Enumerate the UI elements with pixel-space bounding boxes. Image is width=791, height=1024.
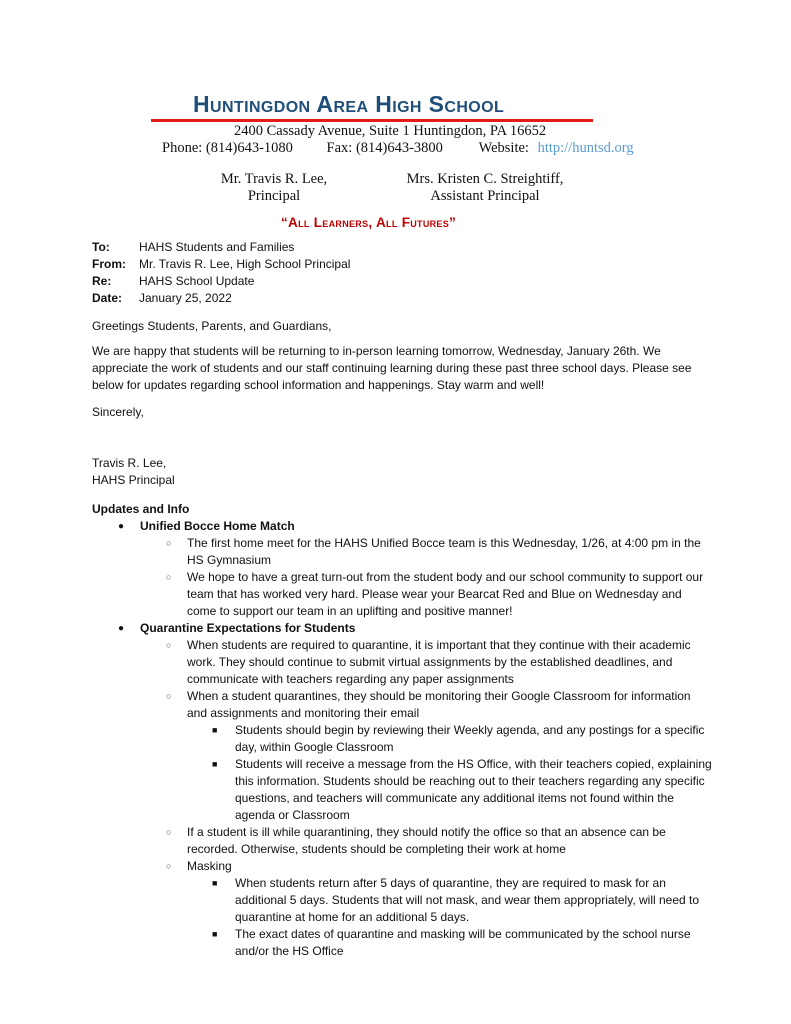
memo-re-label: Re:: [92, 274, 112, 288]
memo-date-value: January 25, 2022: [139, 291, 232, 305]
closing: Sincerely,: [92, 405, 144, 419]
greeting: Greetings Students, Parents, and Guardians,: [92, 319, 332, 333]
bullet-disc-icon: ●: [118, 521, 125, 532]
fax-label: Fax:: [326, 140, 353, 156]
list-item-text: When a student quarantines, they should be monitoring their Google Classroom for information and assignments and monitoring their email: [187, 689, 691, 720]
list-item: [92, 824, 712, 858]
memo-date-label: Date:: [92, 291, 123, 305]
bullet-circle-icon: ○: [166, 861, 172, 871]
school-motto: “All Learners, All Futures”: [281, 215, 457, 230]
memo-date-row: [92, 290, 350, 307]
school-address: 2400 Cassady Avenue, Suite 1 Huntingdon, PA 16652: [234, 123, 547, 139]
list-subitem: [92, 756, 712, 824]
bullet-circle-icon: ○: [166, 538, 172, 548]
principal-block: [218, 171, 330, 205]
list-item: [92, 637, 712, 688]
letterhead-rule: [151, 119, 593, 122]
memo-from-row: [92, 256, 350, 273]
list-subitem-text: Students should begin by reviewing their Weekly agenda, and any postings for a specific day, within Google Classroom: [235, 723, 705, 754]
principal-name: Mr. Travis R. Lee,: [220, 171, 328, 187]
list-subitem-text: When students return after 5 days of quarantine, they are required to mask for an additional 5 days. Students that will not mask, and wear them appropriately, will need to quarantine at home for an additional 5 days.: [235, 876, 700, 924]
assistant-principal-name: Mrs. Kristen C. Streightiff,: [406, 171, 564, 187]
list-subitem-text: Students will receive a message from the HS Office, with their teachers copied, explaining this information. Students should be reaching out to their teachers regarding any specific questions, and teachers will communicate any additional items not found within the agenda or Classroom: [235, 757, 712, 822]
bullet-circle-icon: ○: [166, 827, 172, 837]
bullet-circle-icon: ○: [166, 572, 172, 582]
principal-title: Principal: [247, 188, 301, 204]
memo-from-label: From:: [92, 257, 126, 271]
website-link[interactable]: http://huntsd.org: [537, 140, 634, 156]
updates-list: [92, 518, 712, 960]
list-item: [92, 858, 712, 875]
signature-name: Travis R. Lee,: [92, 456, 167, 470]
phone-label: Phone:: [162, 140, 203, 156]
memo-header: [92, 239, 350, 307]
memo-to-value: HAHS Students and Families: [139, 240, 295, 254]
list-item-text: We hope to have a great turn-out from the student body and our school community to support our team that has worked very hard. Please wear your Bearcat Red and Blue on Wednesday and come to support our team in an uplifting and positive manner!: [187, 570, 704, 618]
school-name: Huntingdon Area High School: [193, 91, 505, 117]
list-item: [92, 569, 712, 620]
memo-to-row: [92, 239, 350, 256]
list-subitem-text: The exact dates of quarantine and masking will be communicated by the school nurse and/or the HS Office: [235, 927, 691, 958]
memo-re-value: HAHS School Update: [139, 274, 255, 288]
list-item-text: When students are required to quarantine, it is important that they continue with their academic work. They should continue to submit virtual assignments by the established deadlines, and communicate with teachers regarding any paper assignments: [187, 638, 691, 686]
fax-number: (814)643-3800: [355, 140, 443, 156]
list-subitem: [92, 926, 712, 960]
contact-line: [162, 140, 634, 157]
bullet-disc-icon: ●: [118, 623, 125, 634]
section-quarantine: [92, 620, 712, 637]
bullet-square-icon: ■: [212, 929, 218, 939]
bullet-square-icon: ■: [212, 878, 218, 888]
bullet-square-icon: ■: [212, 725, 218, 735]
list-item-text: If a student is ill while quarantining, they should notify the office so that an absence can be recorded. Otherwise, students should be completing their work at home: [187, 825, 666, 856]
bullet-circle-icon: ○: [166, 640, 172, 650]
section-bocce: [92, 518, 712, 535]
memo-re-row: [92, 273, 350, 290]
memo-from-value: Mr. Travis R. Lee, High School Principal: [139, 257, 351, 271]
bullet-circle-icon: ○: [166, 691, 172, 701]
intro-paragraph: We are happy that students will be returning to in-person learning tomorrow, Wednesday, January 26th. We appreciate the work of students and our staff continuing learning during these past three school days. Please see below for updates regarding school information and happenings. Stay warm and well!: [92, 344, 692, 392]
list-item: [92, 535, 712, 569]
phone-number: (814)643-1080: [205, 140, 293, 156]
assistant-principal-title: Assistant Principal: [430, 188, 540, 204]
assistant-principal-block: [405, 171, 565, 205]
list-item-text: Masking: [187, 859, 232, 873]
list-subitem: [92, 722, 712, 756]
memo-to-label: To:: [92, 240, 110, 254]
section-heading: Unified Bocce Home Match: [140, 519, 295, 533]
list-item: [92, 688, 712, 722]
section-heading: Quarantine Expectations for Students: [140, 621, 356, 635]
bullet-square-icon: ■: [212, 759, 218, 769]
list-item-text: The first home meet for the HAHS Unified Bocce team is this Wednesday, 1/26, at 4:00 pm in the HS Gymnasium: [187, 536, 701, 567]
signature-title: HAHS Principal: [92, 473, 175, 487]
website-label: Website:: [478, 140, 529, 156]
updates-heading: Updates and Info: [92, 502, 190, 516]
list-subitem: [92, 875, 712, 926]
